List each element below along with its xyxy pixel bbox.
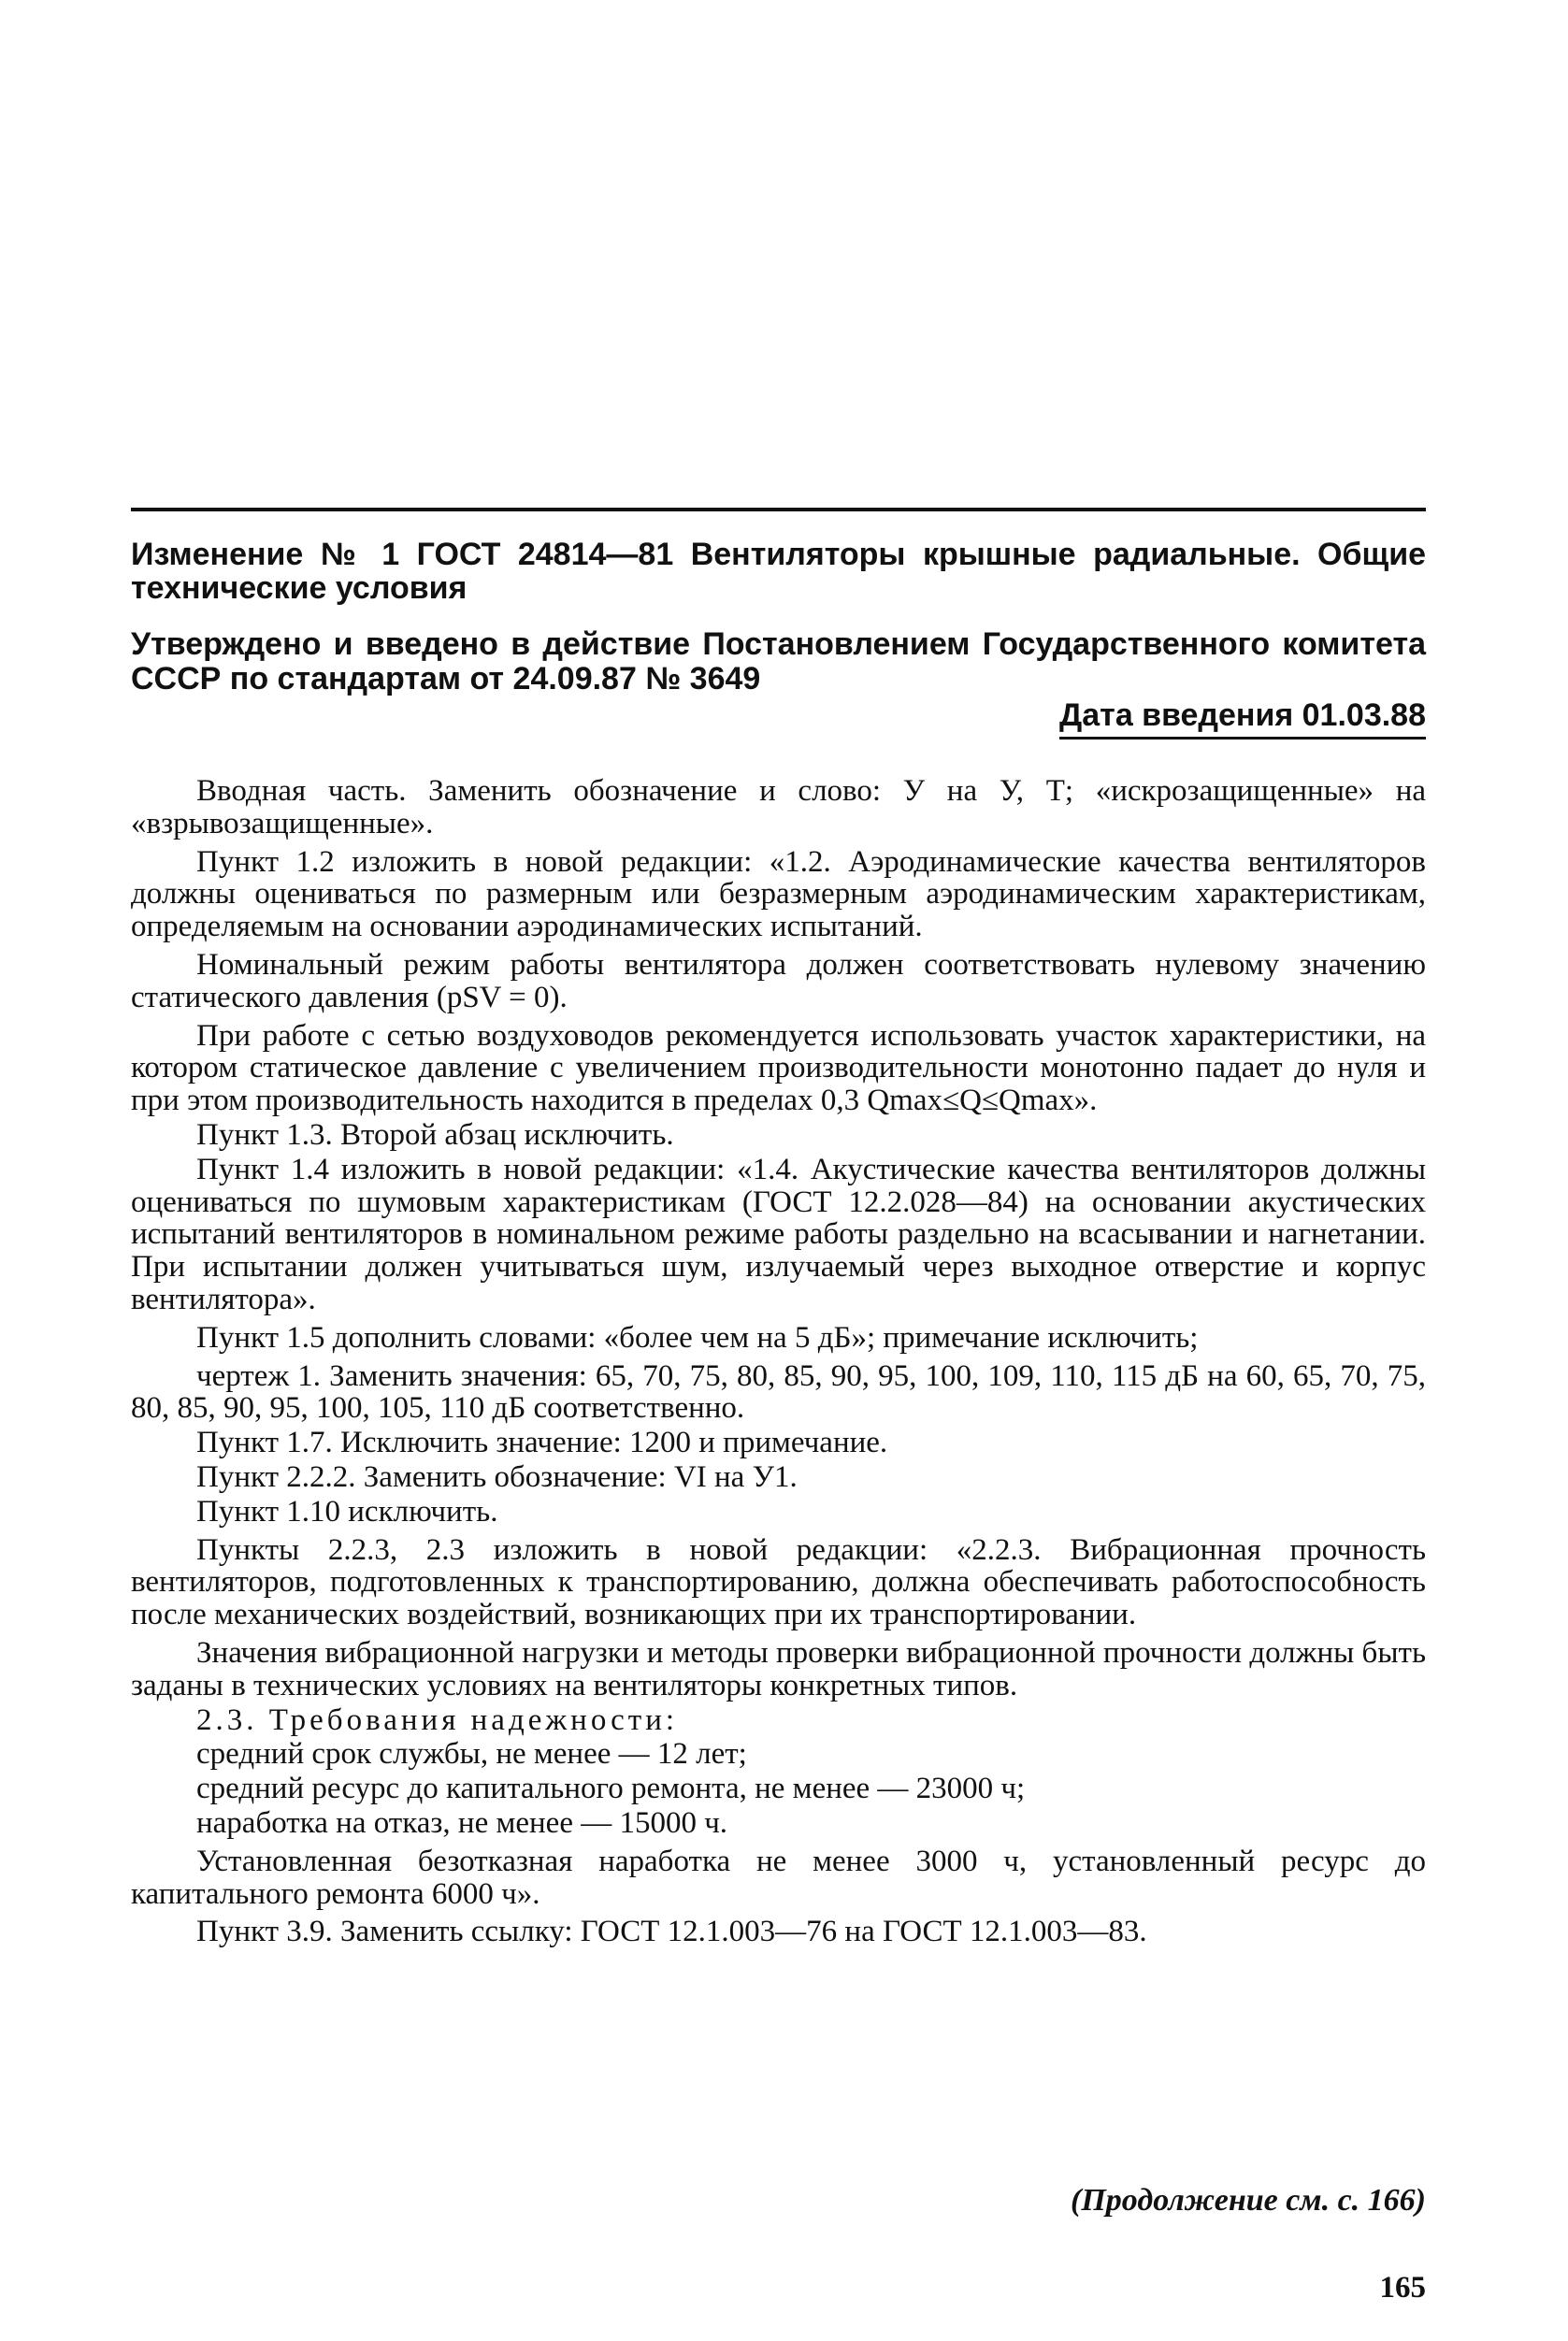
paragraph-item-3-9: Пункт 3.9. Заменить ссылку: ГОСТ 12.1.003—76 на ГОСТ 12.1.003—83. xyxy=(196,1915,1147,1949)
paragraph-item-1-10: Пункт 1.10 исключить. xyxy=(196,1494,498,1529)
approval-statement: Утверждено и введено в действие Постановлением Государственного комитета СССР по стандартам от 24.09.87 № 3649 xyxy=(131,626,1426,697)
top-rule xyxy=(131,508,1426,511)
amendment-content xyxy=(131,538,1426,1954)
paragraph-failure-time: наработка на отказ, не менее — 15000 ч. xyxy=(196,1805,728,1840)
amendment-title: Изменение № 1 ГОСТ 24814—81 Вентиляторы крышные радиальные. Общие технические условия xyxy=(131,537,1426,606)
paragraph-drawing-1: чертеж 1. Заменить значения: 65, 70, 75, 80, 85, 90, 95, 100, 109, 110, 115 дБ на 60, 65, 70, 75, 80, 85, 90, 95, 100, 105, 110 дБ соответственно. xyxy=(131,1358,1426,1426)
paragraph-vibration-load: Значения вибрационной нагрузки и методы проверки вибрационной прочности должны быть заданы в технических условиях на вентиляторы конкретных типов. xyxy=(131,1635,1426,1702)
paragraph-intro-part: Вводная часть. Заменить обозначение и слово: У на У, Т; «искрозащищенные» на «взрывозащищенные». xyxy=(131,774,1426,840)
paragraph-item-1-2: Пункт 1.2 изложить в новой редакции: «1.2. Аэродинамические качества вентиляторов должны оцениваться по размерным или безразмерным аэродинамическим характеристикам, определяемым на основании аэродинамических испытаний. xyxy=(131,844,1426,944)
paragraph-established-resource: Установленная безотказная наработка не менее 3000 ч, установленный ресурс до капитального ремонта 6000 ч». xyxy=(131,1844,1426,1911)
paragraph-item-2-2-2: Пункт 2.2.2. Заменить обозначение: VI на У1. xyxy=(196,1459,798,1494)
continuation-note: (Продолжение см. с. 166) xyxy=(1071,2183,1426,2218)
page-number: 165 xyxy=(1379,2271,1426,2305)
amendment-body xyxy=(131,775,1426,1948)
paragraph-overhaul-resource: средний ресурс до капитального ремонта, не менее — 23000 ч; xyxy=(196,1772,1026,1806)
paragraph-duct-network: При работе с сетью воздуховодов рекомендуется использовать участок характеристики, на котором статическое давление с увеличением производительности монотонно падает до нуля и при этом производительность находится в пределах 0,3 Qmax≤Q≤Qmax». xyxy=(131,1018,1426,1118)
paragraph-item-1-4: Пункт 1.4 изложить в новой редакции: «1.4. Акустические качества вентиляторов должны оцениваться по шумовым характеристикам (ГОСТ 12.2.028—84) на основании акустических испытаний вентиляторов в номинальном режиме работы раздельно на всасывании и нагнетании. При испытании должен учитываться шум, излучаемый через выходное отверстие и корпус вентилятора». xyxy=(131,1152,1426,1316)
paragraph-item-1-7: Пункт 1.7. Исключить значение: 1200 и примечание. xyxy=(196,1426,888,1460)
paragraph-nominal-mode: Номинальный режим работы вентилятора должен соответствовать нулевому значению статического давления (pSV = 0). xyxy=(131,947,1426,1014)
paragraph-items-2-2-3-2-3: Пункты 2.2.3, 2.3 изложить в новой редакции: «2.2.3. Вибрационная прочность вентиляторов, подготовленных к транспортированию, должна обеспечивать работоспособность после механических воздействий, возникающих при их транспортировании. xyxy=(131,1532,1426,1632)
paragraph-item-1-3: Пункт 1.3. Второй абзац исключить. xyxy=(196,1117,674,1152)
paragraph-service-life: средний срок службы, не менее — 12 лет; xyxy=(196,1737,747,1772)
introduction-date: Дата введения 01.03.88 xyxy=(1059,698,1426,740)
introduction-date-block xyxy=(131,698,1426,740)
paragraph-reliability-heading: 2.3. Требования надежности: xyxy=(196,1702,679,1737)
paragraph-item-1-5: Пункт 1.5 дополнить словами: «более чем на 5 дБ»; примечание исключить; xyxy=(196,1320,1199,1355)
